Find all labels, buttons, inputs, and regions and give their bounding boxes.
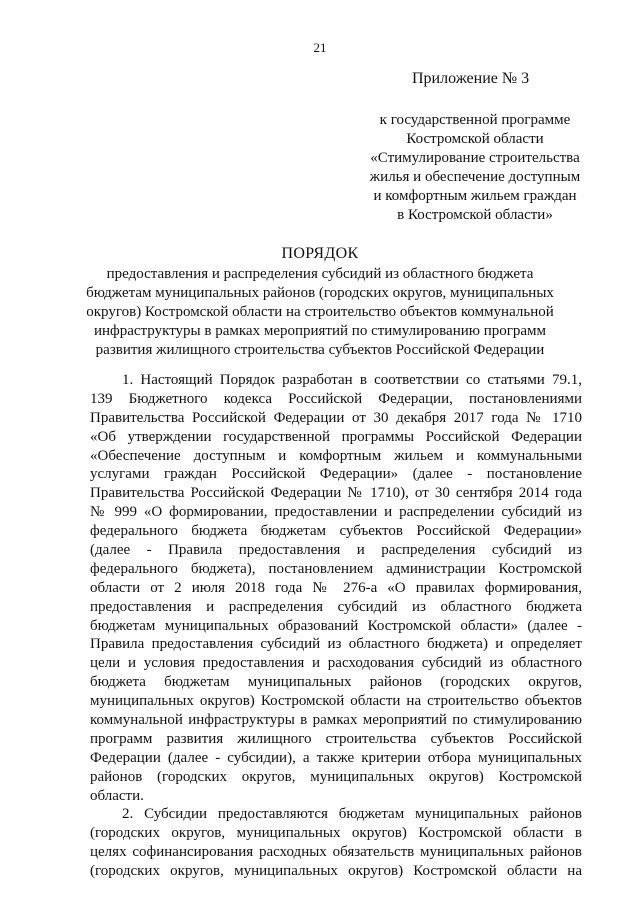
paragraph-1-line: «Об утверждении государственной программы Российской Федерации xyxy=(90,428,582,445)
appendix-line: к государственной программе xyxy=(379,112,571,128)
paragraph-1-line: (далее - Правила предоставления и распределения субсидий из xyxy=(90,542,582,559)
paragraph-1-line: предоставления и распределения субсидий из областного бюджета xyxy=(90,598,582,615)
paragraph-1-line: 139 Бюджетного кодекса Российской Федерации, постановлениями xyxy=(90,390,582,407)
paragraph-1-line: районов (городских округов, муниципальных округов) Костромской xyxy=(90,768,582,785)
paragraph-1-line: Правительства Российской Федерации № 1710), от 30 сентября 2014 года xyxy=(90,485,582,502)
paragraph-1-line: федерального бюджета), постановлением администрации Костромской xyxy=(90,560,582,577)
paragraph-1-line: программ развития жилищного строительства субъектов Российской xyxy=(90,730,582,747)
paragraph-1-line: бюджетам муниципальных образований Костромской области» (далее - xyxy=(90,617,582,634)
appendix-title: Приложение № 3 xyxy=(412,70,530,87)
paragraph-1-line: области. xyxy=(90,787,144,804)
subtitle-line: округов) Костромской области на строительство объектов коммунальной xyxy=(86,304,554,320)
subtitle-line: развития жилищного строительства субъектов Российской Федерации xyxy=(95,342,545,358)
subtitle-line: бюджетам муниципальных районов (городских округов, муниципальных xyxy=(86,285,554,301)
subtitle-line: предоставления и распределения субсидий из областного бюджета xyxy=(106,266,534,282)
appendix-line: в Костромской области» xyxy=(397,207,553,223)
paragraph-1-line: 1. Настоящий Порядок разработан в соответствии со статьями 79.1, xyxy=(122,372,582,388)
appendix-line: «Стимулирование строительства xyxy=(370,150,580,166)
paragraph-1-line: «Обеспечение доступным и комфортным жильем и коммунальными xyxy=(90,447,582,464)
paragraph-2-line: (городских округов, муниципальных округов) Костромской области в xyxy=(90,825,582,842)
body-text xyxy=(90,371,582,881)
paragraph-1-line: Правительства Российской Федерации от 30 декабря 2017 года № 1710 xyxy=(90,409,582,426)
document-title: ПОРЯДОК xyxy=(281,245,359,262)
paragraph-1-line: федерального бюджета бюджетам субъектов Российской Федерации» xyxy=(90,523,582,540)
paragraph-1-line: № 999 «О формировании, предоставлении и распределении субсидий из xyxy=(90,504,582,521)
appendix-line: жилья и обеспечение доступным xyxy=(369,169,581,185)
paragraph-1-line: Правила предоставления субсидий из областного бюджета) и определяет xyxy=(90,636,582,653)
paragraph-2-line: 2. Субсидии предоставляются бюджетам муниципальных районов xyxy=(122,806,582,823)
page-number: 21 xyxy=(313,40,327,55)
paragraph-1-line: услугами граждан Российской Федерации» (далее - постановление xyxy=(90,466,582,483)
paragraph-1-line: коммунальной инфраструктуры в рамках мероприятий по стимулированию xyxy=(90,712,582,729)
paragraph-1-line: Федерации (далее - субсидии), а также критерии отбора муниципальных xyxy=(90,749,582,766)
paragraph-1-line: муниципальных округов) Костромской области на строительство объектов xyxy=(90,693,582,710)
paragraph-1-line: цели и условия предоставления и расходования субсидий из областного xyxy=(90,655,582,672)
paragraph-2-line: (городских округов, муниципальных округов) Костромской области на xyxy=(90,863,582,880)
appendix-line: и комфортным жильем граждан xyxy=(373,188,577,204)
document-subtitle xyxy=(60,265,580,360)
subtitle-line: инфраструктуры в рамках мероприятий по стимулированию программ xyxy=(93,323,547,339)
appendix-line: Костромской области xyxy=(406,131,544,147)
paragraph-2-line: целях софинансирования расходных обязательств муниципальных районов xyxy=(90,844,582,861)
appendix-reference xyxy=(350,111,600,225)
paragraph-1-line: области от 2 июля 2018 года № 276-а «О правилах формирования, xyxy=(90,579,582,596)
paragraph-1-line: бюджета бюджетам муниципальных районов (городских округов, xyxy=(90,674,582,691)
